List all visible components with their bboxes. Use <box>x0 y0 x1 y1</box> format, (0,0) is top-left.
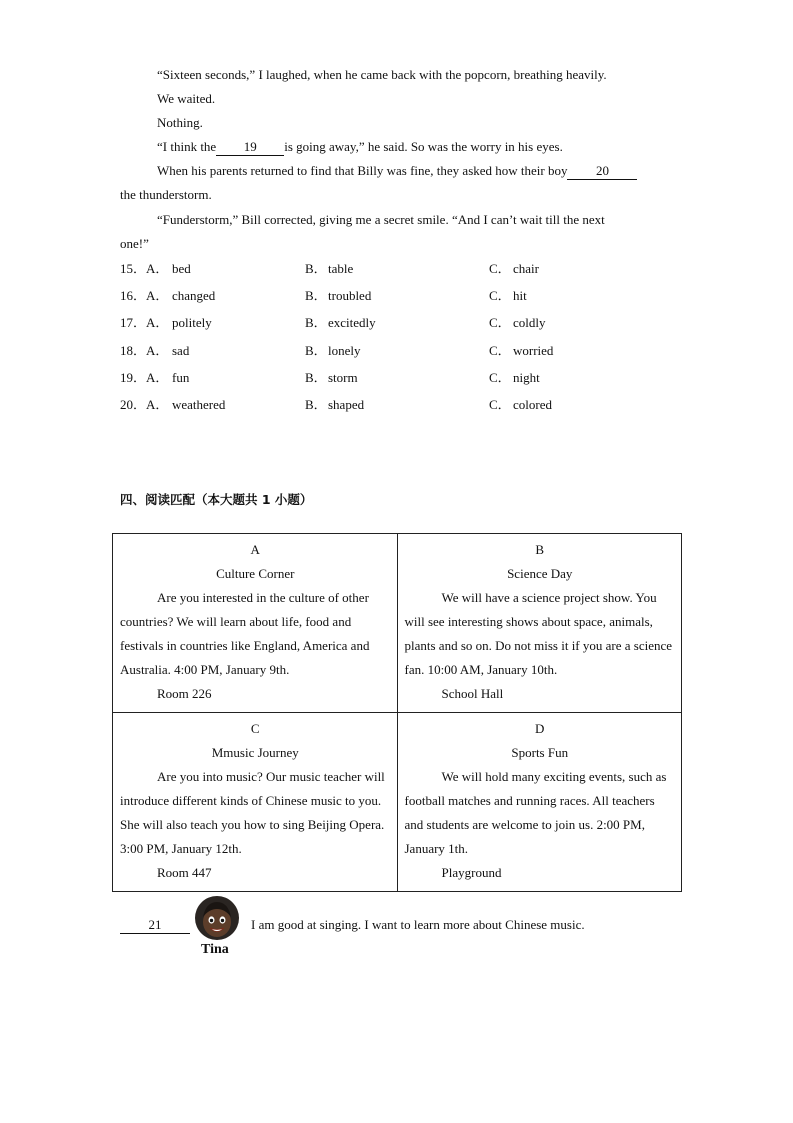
passage-line-3: Nothing. <box>157 115 203 130</box>
card-letter: D <box>535 721 545 736</box>
option-number: 16．A． <box>120 288 169 303</box>
option-c-label: C． <box>489 315 511 330</box>
option-a: bed <box>172 261 191 276</box>
option-a: politely <box>172 315 212 330</box>
passage-text: When his parents returned to find that Billy was fine, they asked how their boy <box>157 163 568 178</box>
blank-19: 19 <box>216 139 284 156</box>
blank-20: 20 <box>567 163 637 180</box>
option-number: 18．A． <box>120 343 169 358</box>
blank-21: 21 <box>120 917 190 934</box>
matching-table <box>112 533 682 892</box>
card-room: Room 226 <box>157 686 212 701</box>
option-c: worried <box>513 343 554 358</box>
card-title: Sports Fun <box>511 745 569 760</box>
passage-line-7: “Funderstorm,” Bill corrected, giving me a secret smile. “And I can’t wait till the next <box>157 212 605 227</box>
card-body: Are you into music? Our music teacher will introduce different kinds of Chinese music to you. She will also teach you how to sing Beijing Opera. 3:00 PM, January 12th. <box>120 769 385 856</box>
card-letter: B <box>535 542 545 557</box>
card-title: Culture Corner <box>216 566 295 581</box>
card-room: Room 447 <box>157 865 212 880</box>
option-b: lonely <box>328 343 361 358</box>
option-number: 17．A． <box>120 315 169 330</box>
passage-line-2: We waited. <box>157 91 216 106</box>
card-body: We will have a science project show. You will see interesting shows about space, animals, plants and so on. Do not miss it if you are a science fan. 10:00 AM, January 10th. <box>404 590 673 677</box>
card-room: Playground <box>441 865 502 880</box>
speaker-statement: I am good at singing. I want to learn more about Chinese music. <box>251 917 585 932</box>
card-body: Are you interested in the culture of other countries? We will learn about life, food and festivals in countries like England, America and Australia. 4:00 PM, January 9th. <box>120 590 370 677</box>
option-c-label: C． <box>489 261 511 276</box>
option-c-label: C． <box>489 288 511 303</box>
card-title: Mmusic Journey <box>211 745 299 760</box>
option-b-label: B． <box>305 315 327 330</box>
option-b-label: B． <box>305 397 327 412</box>
card-room: School Hall <box>441 686 504 701</box>
option-c: hit <box>513 288 527 303</box>
option-c: colored <box>513 397 552 412</box>
option-b: storm <box>328 370 358 385</box>
passage-line-1: “Sixteen seconds,” I laughed, when he came back with the popcorn, breathing heavily. <box>157 67 607 82</box>
option-c-label: C． <box>489 370 511 385</box>
option-number: 15．A． <box>120 261 169 276</box>
passage-line-8: one!” <box>120 236 149 251</box>
option-c: night <box>513 370 540 385</box>
passage-line-4 <box>157 137 563 157</box>
section-heading: 四、阅读匹配（本大题共 1 小题） <box>120 492 313 507</box>
option-c-label: C． <box>489 343 511 358</box>
option-b: table <box>328 261 354 276</box>
card-a <box>113 534 398 713</box>
passage-text: is going away,” he said. So was the worry in his eyes. <box>284 139 563 154</box>
girl-avatar-icon <box>194 895 240 941</box>
option-a: changed <box>172 288 216 303</box>
card-body: We will hold many exciting events, such as football matches and running races. All teachers and students are welcome to join us. 2:00 PM, January 1th. <box>404 769 667 856</box>
option-b-label: B． <box>305 261 327 276</box>
option-a: fun <box>172 370 190 385</box>
option-a: sad <box>172 343 190 358</box>
card-d <box>397 713 682 892</box>
card-c <box>113 713 398 892</box>
option-b-label: B． <box>305 288 327 303</box>
option-c-label: C． <box>489 397 511 412</box>
option-a: weathered <box>172 397 226 412</box>
option-b-label: B． <box>305 370 327 385</box>
option-c: coldly <box>513 315 546 330</box>
option-b: troubled <box>328 288 372 303</box>
passage-text: “I think the <box>157 139 217 154</box>
card-letter: A <box>250 542 260 557</box>
speaker-name: Tina <box>201 942 229 957</box>
answer-line <box>120 915 190 935</box>
option-number: 19．A． <box>120 370 169 385</box>
option-b-label: B． <box>305 343 327 358</box>
passage-line-6: the thunderstorm. <box>120 187 212 202</box>
option-c: chair <box>513 261 539 276</box>
passage-line-5 <box>157 161 637 181</box>
card-b <box>397 534 682 713</box>
card-letter: C <box>250 721 260 736</box>
card-title: Science Day <box>507 566 573 581</box>
option-b: shaped <box>328 397 365 412</box>
option-number: 20．A． <box>120 397 169 412</box>
option-b: excitedly <box>328 315 376 330</box>
